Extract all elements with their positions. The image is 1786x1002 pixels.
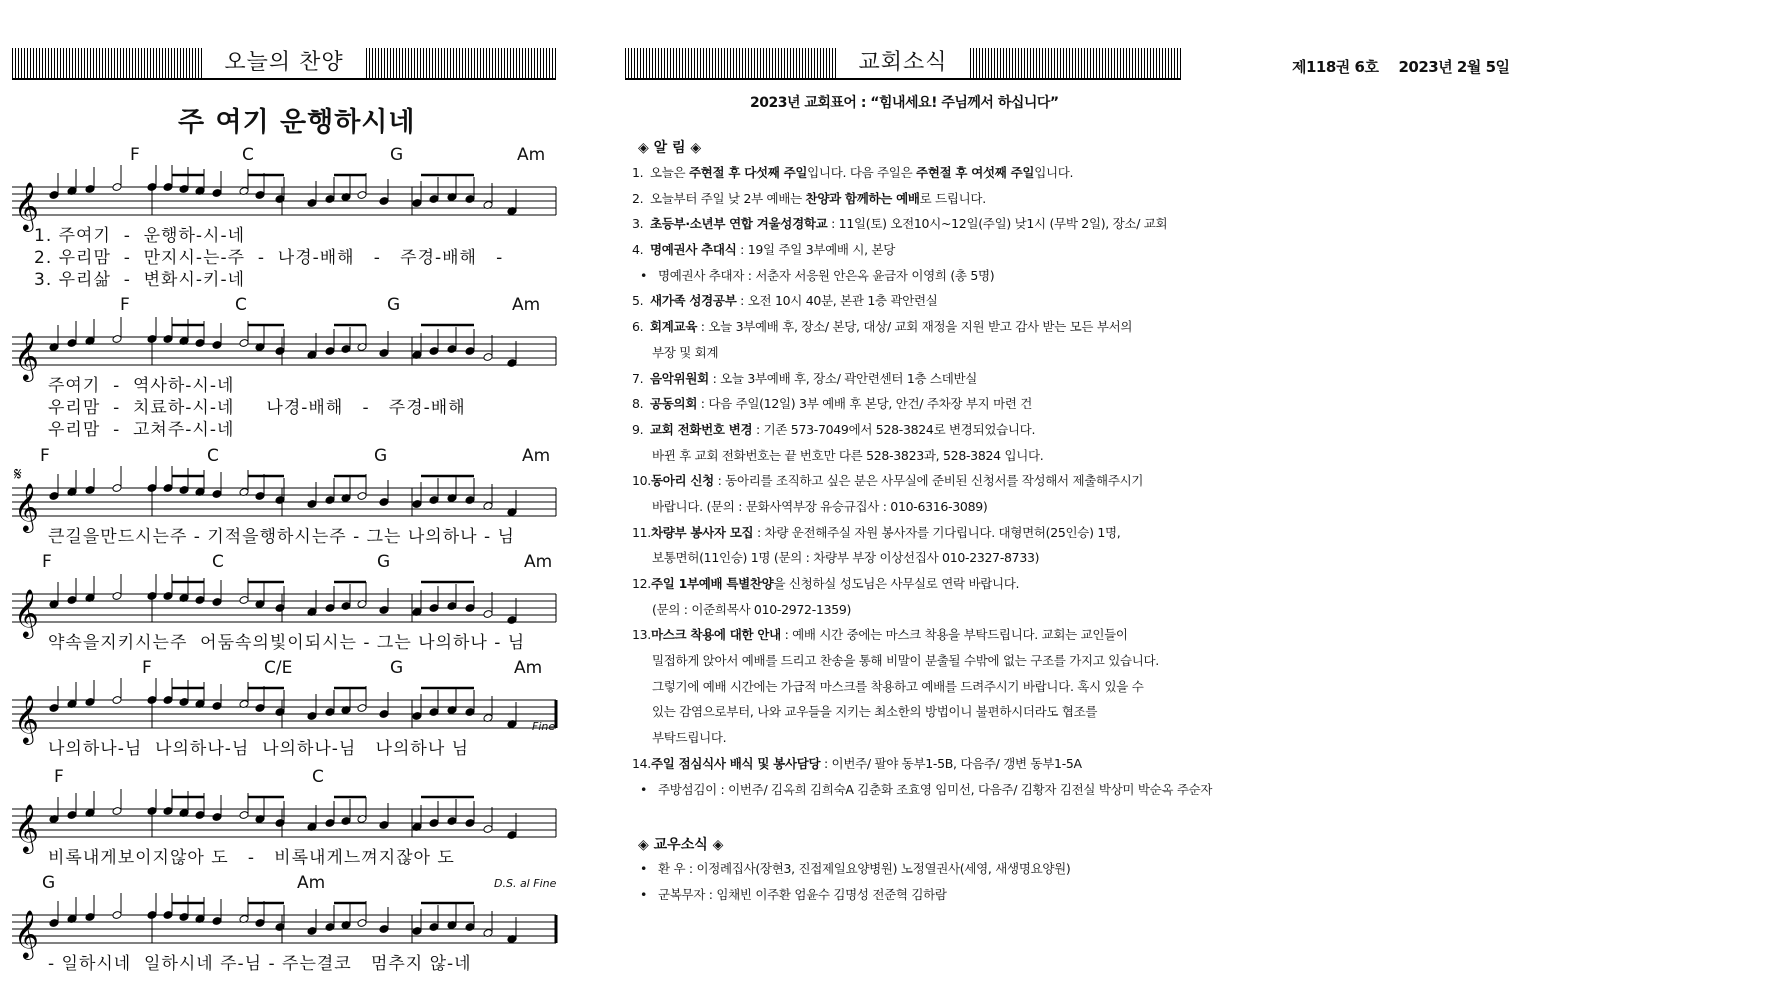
- notice-item: [632, 186, 1192, 212]
- lyric-line: 우리맘 - 고쳐주-시-네: [48, 420, 235, 440]
- notice-continuation: [632, 545, 1192, 571]
- notice-item: [632, 622, 1192, 648]
- treble-clef-icon: 𝄞: [14, 694, 39, 743]
- notice-keyword: 주현절 후 다섯째 주일: [689, 165, 808, 180]
- notice-keyword: 차량부 봉사자 모집: [650, 524, 754, 540]
- lyric-line: 비록내게보이지않아 도 - 비록내게느껴지잖아 도: [48, 848, 455, 868]
- notice-item: [632, 160, 1192, 186]
- notice-text: 환 우 : 이정례집사(장현3, 진접제일요양병원) 노정열권사(세영, 새생명요양원): [658, 861, 1071, 876]
- notice-text: 오늘부터 주일 낮 2부 예배는: [650, 190, 806, 206]
- notice-text: 밀접하게 앉아서 예배를 드리고 찬송을 통해 비말이 분출될 수밖에 없는 구조를 가지고 있습니다.: [652, 653, 1159, 669]
- notice-continuation: [632, 597, 1192, 623]
- notice-text: : 19일 주일 3부예배 시, 본당: [736, 242, 896, 258]
- notice-text: 부탁드립니다.: [652, 730, 727, 746]
- notice-number: 14.: [632, 755, 651, 771]
- notice-text: 주방섬김이 : 이번주/ 김옥희 김희숙A 김춘화 조효영 임미선, 다음주/ 김황자 김전실 박상미 박순옥 주순자: [658, 781, 1213, 797]
- chord-symbol: F: [120, 295, 130, 315]
- treble-clef-icon: 𝄞: [14, 181, 39, 230]
- music-row: [12, 873, 560, 993]
- music-row: [12, 295, 560, 440]
- notice-number: 4.: [632, 242, 644, 258]
- notice-number: 12.: [632, 576, 651, 591]
- notice-continuation: [632, 725, 1192, 751]
- notice-text: 바랍니다. (문의 : 문화사역부장 유승규집사 : 010-6316-3089): [652, 498, 988, 514]
- notice-keyword: 공동의회: [650, 396, 698, 412]
- music-staff: [12, 165, 560, 230]
- chord-symbol: G: [42, 873, 56, 893]
- notice-list: [632, 160, 1213, 802]
- notice-text: : 기존 573-7049에서 528-3824로 변경되었습니다.: [752, 421, 1036, 437]
- notice-text: : 오늘 3부예배 후, 장소/ 곽안련센터 1층 스데반실: [708, 370, 978, 386]
- chord-symbol: Am: [517, 145, 546, 165]
- notice-keyword: 주현절 후 여섯째 주일: [916, 165, 1035, 180]
- notice-text: : 동아리를 조직하고 싶은 분은 사무실에 준비된 신청서를 작성해서 제출해주시기: [713, 473, 1144, 489]
- treble-clef-icon: 𝄞: [14, 803, 39, 852]
- notice-text: 부장 및 회계: [652, 344, 719, 360]
- news-section-header: [625, 48, 1181, 80]
- music-staff: [12, 572, 560, 637]
- issue-volume: 제118권 6호: [1292, 58, 1379, 76]
- music-staff: [12, 893, 560, 958]
- notice-text: 을 신청하실 성도님은 사무실로 연락 바랍니다.: [773, 576, 1020, 591]
- notice-item: [632, 211, 1192, 237]
- news-section-title: 교회소식: [836, 48, 969, 78]
- notice-keyword: 명예권사 추대식: [650, 242, 737, 258]
- lyric-line: 3. 우리삶 - 변화시-키-네: [34, 270, 246, 290]
- chord-symbol: C: [212, 552, 224, 572]
- music-row: [12, 446, 560, 566]
- notice-bullet-line: [632, 856, 1192, 882]
- notice-continuation: [632, 648, 1192, 674]
- notice-number: 6.: [632, 319, 644, 335]
- notice-item: [632, 751, 1192, 777]
- chord-symbol: G: [377, 552, 391, 572]
- notice-continuation: [632, 494, 1192, 520]
- notice-number: 3.: [632, 216, 644, 232]
- notice-number: •: [640, 781, 648, 797]
- lyric-line: 2. 우리맘 - 만지시-는-주 - 나경-배해 - 주경-배해 -: [34, 248, 504, 268]
- chord-symbol: C/E: [264, 658, 293, 678]
- notice-item: [632, 288, 1192, 314]
- treble-clef-icon: 𝄞: [14, 588, 39, 637]
- notice-text: 보통면허(11인승) 1명 (문의 : 차량부 부장 이상선집사 010-2327-8733): [652, 550, 1040, 566]
- music-section-header: [12, 48, 556, 80]
- song-title: 주 여기 운행하시네: [178, 107, 416, 138]
- notice-text: 바뀐 후 교회 전화번호는 끝 번호만 다른 528-3823과, 528-3824 입니다.: [652, 447, 1044, 463]
- notice-text: 있는 감염으로부터, 나와 교우들을 지키는 최소한의 방법이니 불편하시더라도 협조를: [652, 704, 1098, 720]
- member-news-list: [632, 856, 1192, 907]
- notice-continuation: [632, 699, 1192, 725]
- chord-symbol: C: [207, 446, 219, 466]
- notice-number: •: [640, 886, 648, 902]
- music-staff: [12, 787, 560, 852]
- notice-number: •: [640, 267, 648, 283]
- notice-bullet-line: [632, 777, 1213, 803]
- notice-text: 입니다.: [1034, 165, 1074, 180]
- notice-text: 오늘은: [650, 165, 689, 180]
- chord-symbol: F: [42, 552, 52, 572]
- notice-item: [632, 417, 1192, 443]
- notice-text: : 예배 시간 중에는 마스크 착용을 부탁드립니다. 교회는 교인들이: [780, 627, 1128, 643]
- music-section-title: 오늘의 찬양: [202, 48, 365, 78]
- music-staff: [12, 464, 560, 531]
- chord-symbol: G: [390, 658, 404, 678]
- notice-number: 5.: [632, 293, 644, 309]
- music-row: [12, 145, 560, 290]
- notice-text: (문의 : 이준희목사 010-2972-1359): [652, 601, 852, 617]
- lyric-line: 주여기 - 역사하-시-네: [48, 376, 235, 396]
- music-staff: [12, 678, 560, 743]
- lyric-line: - 일하시네 일하시네 주-님 - 주는결코 멈추지 않-네: [48, 954, 472, 974]
- notice-text: : 오늘 3부예배 후, 장소/ 본당, 대상/ 교회 재정을 지원 받고 감사 받는 모든 부서의: [697, 319, 1133, 335]
- notice-item: [632, 391, 1192, 417]
- chord-symbol: F: [142, 658, 152, 678]
- notice-text: 로 드립니다.: [919, 190, 986, 206]
- segno-icon: 𝄋: [14, 464, 22, 485]
- notice-text: : 11일(토) 오전10시~12일(주일) 낮1시 (무박 2일), 장소/ 교회: [827, 216, 1168, 232]
- notice-item: [632, 468, 1192, 494]
- notice-number: 8.: [632, 396, 644, 412]
- notice-keyword: 새가족 성경공부: [650, 293, 737, 309]
- notice-item: [632, 366, 1192, 392]
- notice-title: ◈ 알 림 ◈: [638, 140, 702, 156]
- notice-number: 10.: [632, 473, 651, 489]
- notice-continuation: [632, 443, 1192, 469]
- chord-symbol: F: [54, 767, 64, 787]
- notice-item: [632, 314, 1192, 340]
- chord-symbol: F: [40, 446, 50, 466]
- fine-marking: Fine: [532, 720, 556, 733]
- treble-clef-icon: 𝄞: [14, 331, 39, 380]
- chord-symbol: G: [387, 295, 401, 315]
- notice-text: : 이번주/ 팔야 동부1-5B, 다음주/ 갱변 동부1-5A: [820, 755, 1082, 771]
- notice-bullet-line: [632, 263, 1192, 289]
- chord-symbol: Am: [524, 552, 553, 572]
- chord-symbol: Am: [297, 873, 326, 893]
- chord-symbol: C: [235, 295, 247, 315]
- lyric-line: 큰길을만드시는주 - 기적을행하시는주 - 그는 나의하나 - 님: [48, 527, 515, 547]
- chord-symbol: G: [374, 446, 388, 466]
- notice-keyword: 마스크 착용에 대한 안내: [650, 627, 781, 643]
- notice-number: 1.: [632, 165, 644, 180]
- chord-symbol: C: [312, 767, 324, 787]
- notice-number: 9.: [632, 421, 644, 437]
- notice-number: 11.: [632, 524, 651, 540]
- notice-text: 입니다. 다음 주일은: [807, 165, 917, 180]
- member-news-title: ◈ 교우소식 ◈: [638, 837, 724, 853]
- chord-symbol: Am: [522, 446, 551, 466]
- issue-date: 2023년 2월 5일: [1398, 58, 1510, 76]
- notice-number: 13.: [632, 627, 651, 643]
- chord-symbol: F: [130, 145, 140, 165]
- notice-keyword: 동아리 신청: [650, 473, 714, 489]
- chord-symbol: Am: [514, 658, 543, 678]
- notice-item: [632, 571, 1192, 597]
- chord-symbol: Am: [512, 295, 541, 315]
- music-row: [12, 767, 560, 887]
- chord-symbol: C: [242, 145, 254, 165]
- lyric-line: 약속을지키시는주 어둠속의빛이되시는 - 그는 나의하나 - 님: [48, 633, 526, 653]
- notice-item: [632, 520, 1192, 546]
- notice-text: 군복무자 : 임채빈 이주환 엄윤수 김명성 전준혁 김하람: [658, 886, 947, 902]
- notice-keyword: 음악위원회: [650, 370, 709, 386]
- church-motto: 2023년 교회표어 : “힘내세요! 주님께서 하십니다”: [750, 95, 1059, 111]
- notice-keyword: 교회 전화번호 변경: [650, 421, 753, 437]
- treble-clef-icon: 𝄞: [14, 909, 39, 958]
- notice-text: 그렇기에 예배 시간에는 가급적 마스크를 착용하고 예배를 드려주시기 바랍니다. 혹시 있을 수: [652, 678, 1144, 694]
- notice-text: 명예권사 추대자 : 서춘자 서응원 안은옥 윤금자 이영희 (총 5명): [658, 267, 995, 283]
- notice-bullet-line: [632, 882, 1192, 908]
- notice-keyword: 주일 점심식사 배식 및 봉사담당: [650, 755, 821, 771]
- lyric-line: 우리맘 - 치료하-시-네 나경-배해 - 주경-배해: [48, 398, 466, 418]
- chord-symbol: G: [390, 145, 404, 165]
- notice-keyword: 초등부·소년부 연합 겨울성경학교: [650, 216, 828, 232]
- notice-number: •: [640, 861, 648, 876]
- ds-al-fine-marking: D.S. al Fine: [494, 877, 557, 890]
- notice-keyword: 주일 1부예배 특별찬양: [650, 576, 774, 591]
- lyric-line: 나의하나-님 나의하나-님 나의하나-님 나의하나 님: [48, 739, 470, 759]
- music-row: [12, 658, 560, 778]
- treble-clef-icon: 𝄞: [14, 482, 39, 531]
- notice-number: 2.: [632, 190, 644, 206]
- lyric-line: 1. 주여기 - 운행하-시-네: [34, 226, 246, 246]
- issue-info: [1292, 56, 1530, 77]
- music-row: [12, 552, 560, 672]
- notice-item: [632, 237, 1192, 263]
- notice-text: : 다음 주일(12일) 3부 예배 후 본당, 안건/ 주차장 부지 마련 건: [697, 396, 1033, 412]
- music-staff: [12, 315, 560, 380]
- notice-continuation: [632, 674, 1192, 700]
- notice-keyword: 찬양과 함께하는 예배: [805, 190, 920, 206]
- notice-text: : 차량 운전해주실 자원 봉사자를 기다립니다. 대형면허(25인승) 1명,: [753, 524, 1121, 540]
- notice-keyword: 회계교육: [650, 319, 698, 335]
- notice-number: 7.: [632, 370, 644, 386]
- notice-continuation: [632, 340, 1192, 366]
- notice-text: : 오전 10시 40분, 본관 1층 곽안련실: [736, 293, 938, 309]
